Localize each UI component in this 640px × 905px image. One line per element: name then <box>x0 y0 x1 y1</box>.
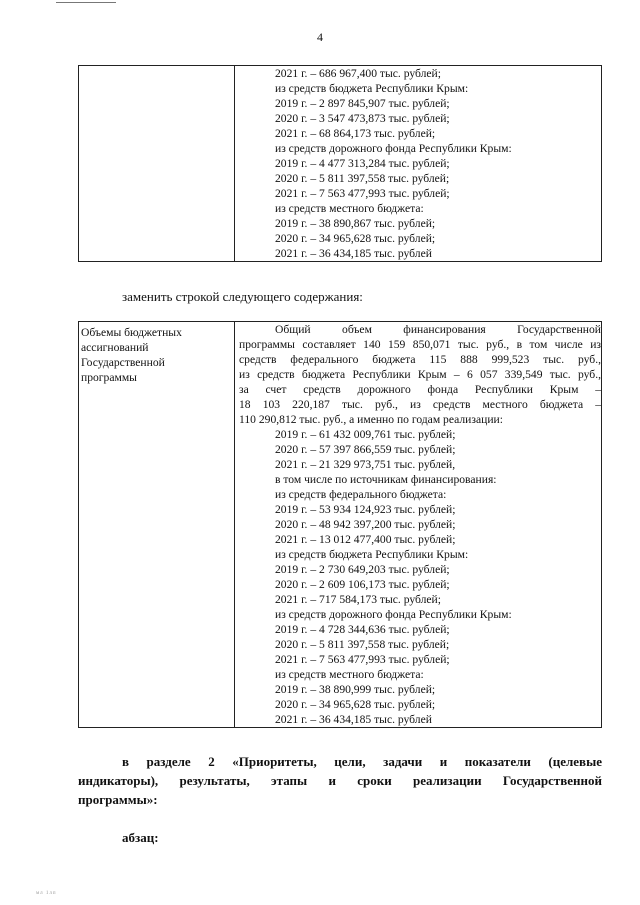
table-line: 2021 г. – 7 563 477,993 тыс. рублей; <box>275 187 450 200</box>
summary-line: 18 103 220,187 тыс. руб., из средств местного бюджета – <box>239 398 601 411</box>
row-label-line: Государственной <box>81 356 165 369</box>
table-right-cell <box>235 322 602 728</box>
replace-instruction: заменить строкой следующего содержания: <box>122 289 363 304</box>
table-line: 2020 г. – 2 609 106,173 тыс. рублей; <box>275 578 450 591</box>
table-line: 2021 г. – 717 584,173 тыс. рублей; <box>275 593 441 606</box>
table-line: из средств федерального бюджета: <box>275 488 447 501</box>
row-label-line: ассигнований <box>81 341 149 354</box>
row-label-line: программы <box>81 371 137 384</box>
table-line: из средств бюджета Республики Крым: <box>275 548 469 561</box>
summary-line: программы составляет 140 159 850,071 тыс. руб., в том числе из <box>239 338 601 351</box>
row-label-line: Объемы бюджетных <box>81 326 182 339</box>
abzac-label: абзац: <box>122 830 159 845</box>
table-row <box>79 66 602 262</box>
table-line: из средств дорожного фонда Республики Крым: <box>275 608 512 621</box>
table-line: 2019 г. – 2 897 845,907 тыс. рублей; <box>275 97 450 110</box>
table-line: 2021 г. – 21 329 973,751 тыс. рублей, <box>275 458 456 471</box>
table-line: 2019 г. – 61 432 009,761 тыс. рублей; <box>275 428 456 441</box>
table-line: 2021 г. – 36 434,185 тыс. рублей <box>275 247 432 260</box>
table-line: 2019 г. – 53 934 124,923 тыс. рублей; <box>275 503 456 516</box>
table-line: 2020 г. – 5 811 397,558 тыс. рублей; <box>275 638 450 651</box>
table-line: 2019 г. – 4 477 313,284 тыс. рублей; <box>275 157 450 170</box>
top-rule <box>56 2 116 3</box>
table-line: из средств бюджета Республики Крым: <box>275 82 469 95</box>
table-left-cell <box>79 66 235 262</box>
table-line: 2020 г. – 48 942 397,200 тыс. рублей; <box>275 518 456 531</box>
table-line: 2019 г. – 2 730 649,203 тыс. рублей; <box>275 563 450 576</box>
table-line: 2021 г. – 36 434,185 тыс. рублей <box>275 713 432 726</box>
table-line: 2020 г. – 3 547 473,873 тыс. рублей; <box>275 112 450 125</box>
section-paragraph <box>78 752 602 809</box>
table-right-cell <box>235 66 602 262</box>
table-line: в том числе по источникам финансирования: <box>275 473 497 486</box>
page-number: 4 <box>317 30 323 44</box>
summary-line: Общий объем финансирования Государственной <box>275 323 601 336</box>
budget-table-new <box>78 321 602 728</box>
table-line: из средств местного бюджета: <box>275 668 424 681</box>
table-line: 2019 г. – 38 890,867 тыс. рублей; <box>275 217 436 230</box>
table-line: из средств местного бюджета: <box>275 202 424 215</box>
paragraph-line: программы»: <box>78 792 158 807</box>
table-row <box>79 322 602 728</box>
row-label <box>79 322 234 385</box>
summary-line: за счет средств дорожного фонда Республики Крым – <box>239 383 601 396</box>
table-line: 2019 г. – 38 890,999 тыс. рублей; <box>275 683 436 696</box>
footer-mark: мл 1лп <box>36 891 57 896</box>
paragraph-line: в разделе 2 «Приоритеты, цели, задачи и показатели (целевые <box>122 754 602 769</box>
table-line: 2021 г. – 7 563 477,993 тыс. рублей; <box>275 653 450 666</box>
table-line: 2021 г. – 68 864,173 тыс. рублей; <box>275 127 436 140</box>
paragraph-line: индикаторы), результаты, этапы и сроки реализации Государственной <box>78 773 602 788</box>
table-left-cell <box>79 322 235 728</box>
summary-line: из средств бюджета Республики Крым – 6 057 339,549 тыс. руб., <box>239 368 601 381</box>
table-line: 2020 г. – 34 965,628 тыс. рублей; <box>275 698 436 711</box>
table-line: 2021 г. – 686 967,400 тыс. рублей; <box>275 67 441 80</box>
table-line: 2020 г. – 57 397 866,559 тыс. рублей; <box>275 443 456 456</box>
summary-line: средств федерального бюджета 115 888 999,523 тыс. руб., <box>239 353 601 366</box>
table-line: из средств дорожного фонда Республики Крым: <box>275 142 512 155</box>
table-line: 2021 г. – 13 012 477,400 тыс. рублей; <box>275 533 456 546</box>
table-line: 2020 г. – 34 965,628 тыс. рублей; <box>275 232 436 245</box>
table-line: 2019 г. – 4 728 344,636 тыс. рублей; <box>275 623 450 636</box>
table-line: 2020 г. – 5 811 397,558 тыс. рублей; <box>275 172 450 185</box>
budget-table-old <box>78 65 602 262</box>
summary-line: 110 290,812 тыс. руб., а именно по годам реализации: <box>239 413 503 426</box>
